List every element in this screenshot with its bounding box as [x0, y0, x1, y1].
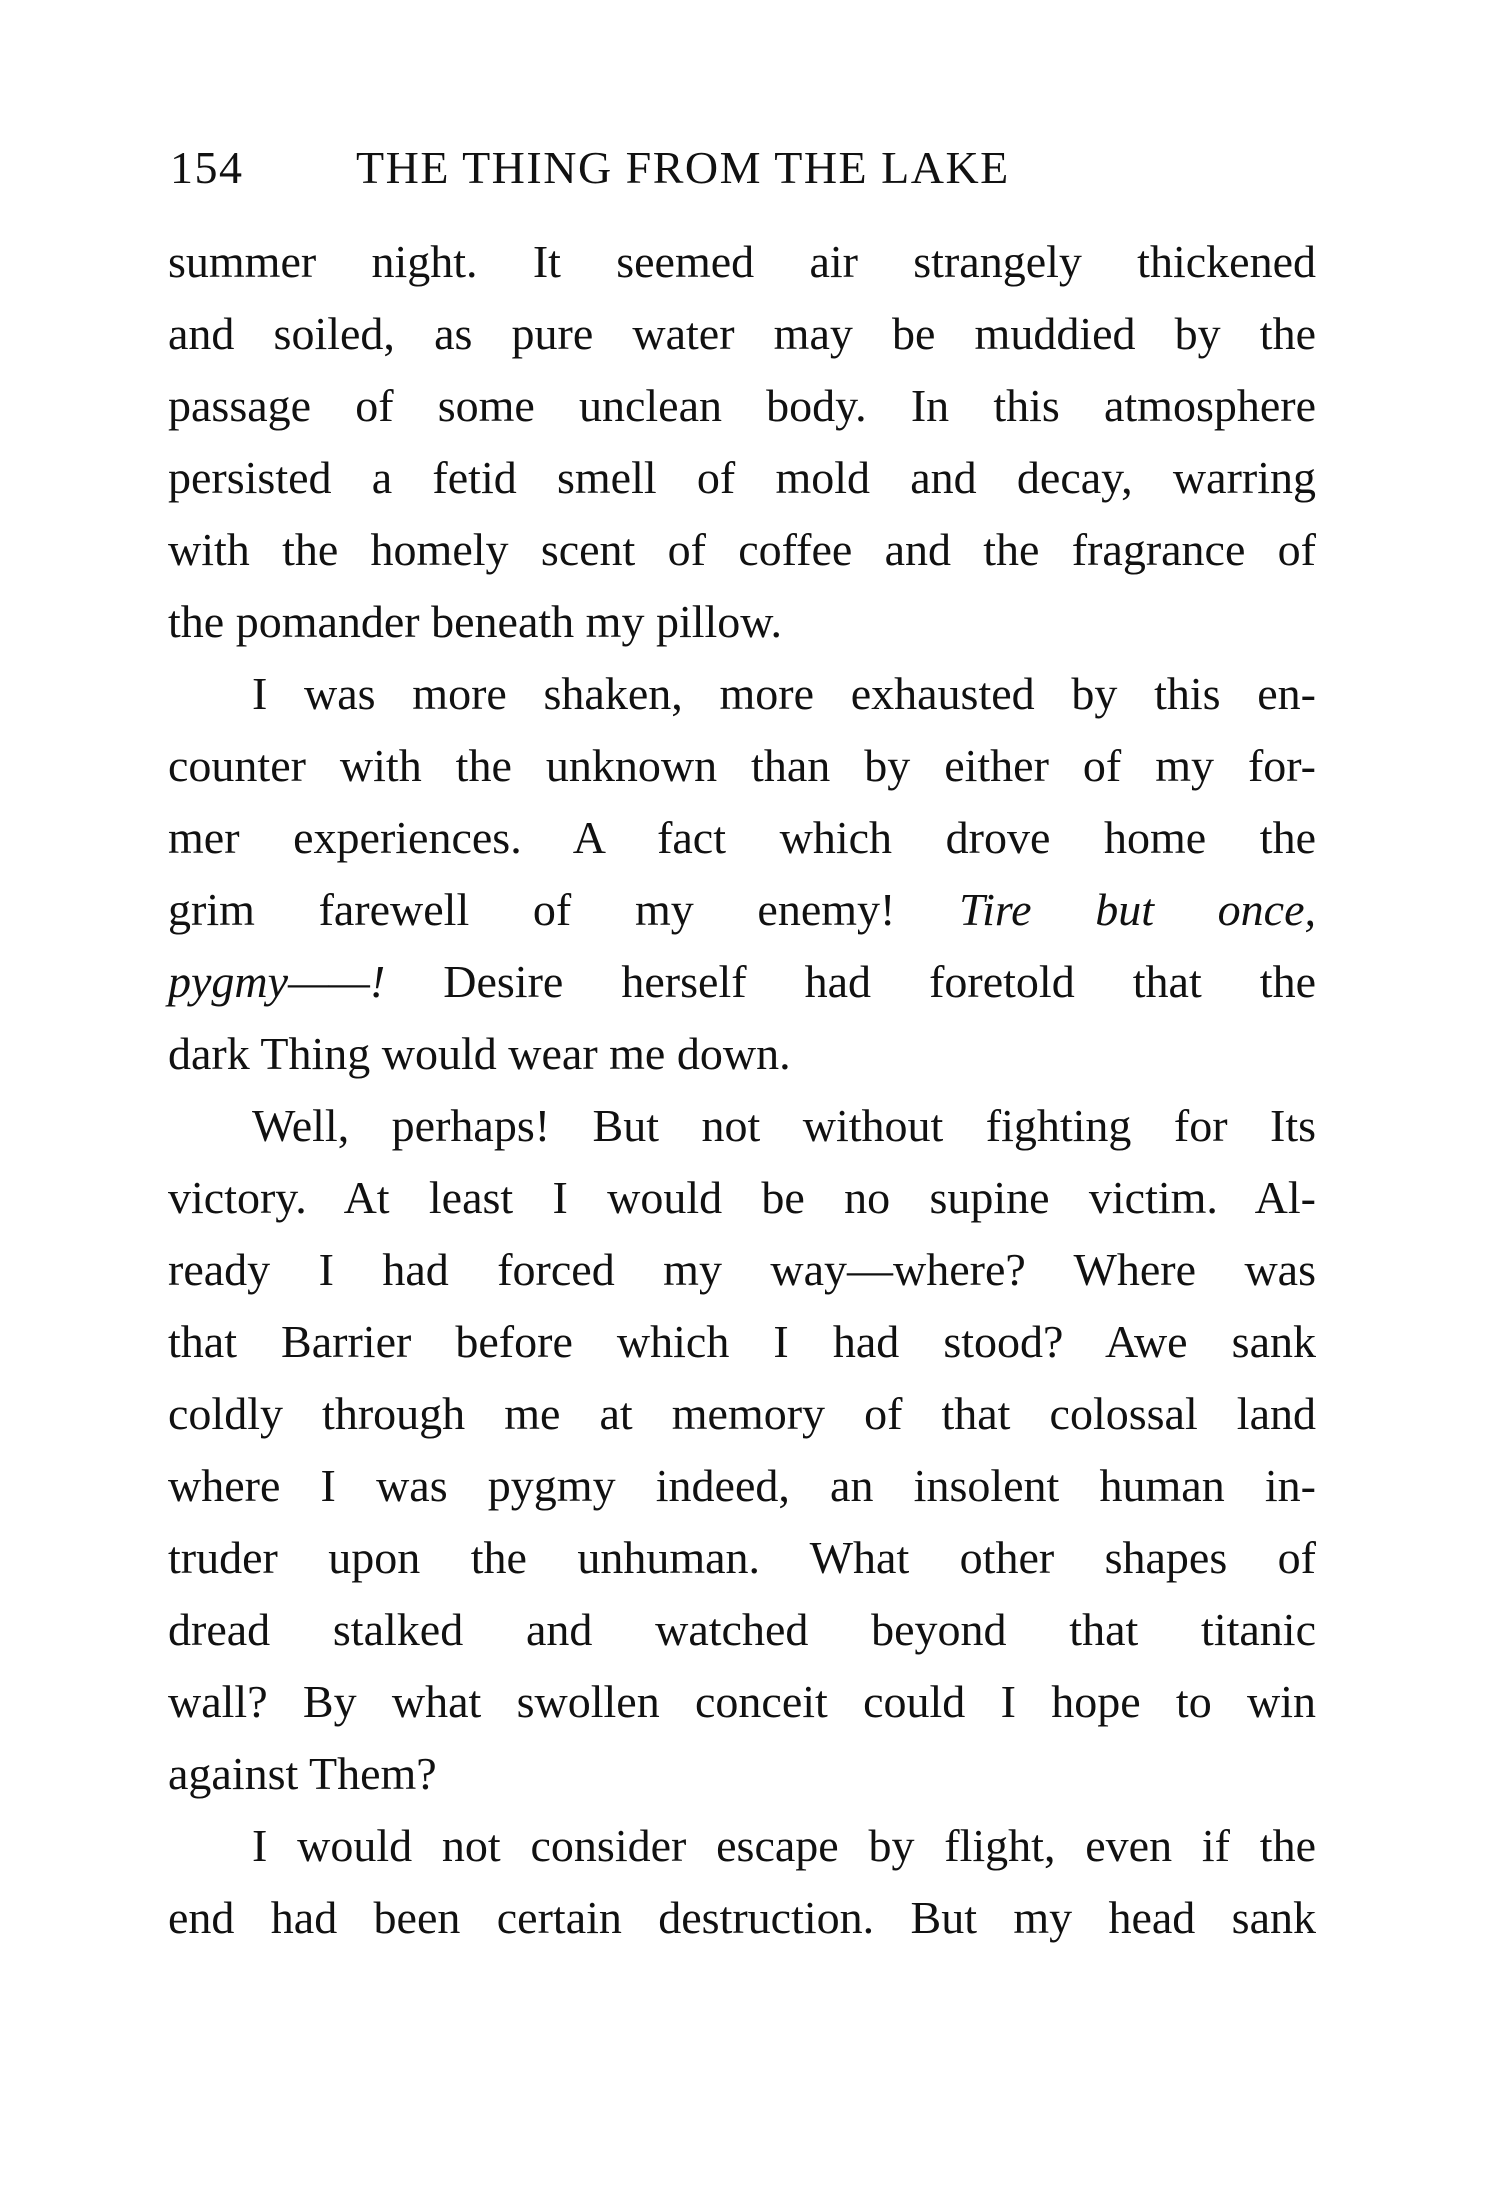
text-line: that Barrier before which I had stood? Awe sank: [168, 1316, 1316, 1367]
text-line: truder upon the unhuman. What other shapes of: [168, 1532, 1316, 1583]
italic-quote: pygmy——!: [168, 956, 386, 1007]
text-line: I would not consider escape by flight, even if the: [252, 1820, 1316, 1871]
text-line: the pomander beneath my pillow.: [168, 596, 783, 647]
text-line: [168, 946, 1316, 1018]
text-line: wall? By what swollen conceit could I hope to win: [168, 1676, 1316, 1727]
text-line: I was more shaken, more exhausted by this en-: [252, 668, 1316, 719]
page-number: 154: [170, 142, 244, 193]
text-line: end had been certain destruction. But my head sank: [168, 1892, 1316, 1943]
text-line: coldly through me at memory of that colossal land: [168, 1388, 1316, 1439]
text-fragment: grim farewell of my enemy!: [168, 884, 896, 935]
text-line: persisted a fetid smell of mold and decay, warring: [168, 452, 1316, 503]
text-line: dread stalked and watched beyond that titanic: [168, 1604, 1316, 1655]
text-line: summer night. It seemed air strangely thickened: [168, 236, 1316, 287]
text-line: victory. At least I would be no supine victim. Al-: [168, 1172, 1316, 1223]
page-header: [170, 138, 1330, 198]
text-line: dark Thing would wear me down.: [168, 1028, 791, 1079]
text-line: against Them?: [168, 1748, 437, 1799]
text-fragment: Desire herself had foretold that the: [443, 956, 1317, 1007]
text-line: and soiled, as pure water may be muddied by the: [168, 308, 1316, 359]
text-line: counter with the unknown than by either of my for-: [168, 740, 1316, 791]
text-line: [168, 874, 1316, 946]
running-title: THE THING FROM THE LAKE: [356, 142, 1010, 193]
text-line: Well, perhaps! But not without fighting for Its: [252, 1100, 1316, 1151]
text-line: ready I had forced my way—where? Where was: [168, 1244, 1316, 1295]
text-line: passage of some unclean body. In this atmosphere: [168, 380, 1316, 431]
text-line: with the homely scent of coffee and the fragrance of: [168, 524, 1316, 575]
text-line: mer experiences. A fact which drove home the: [168, 812, 1316, 863]
body-text: [168, 226, 1316, 1954]
text-line: where I was pygmy indeed, an insolent human in-: [168, 1460, 1316, 1511]
italic-quote: Tire but once,: [959, 884, 1317, 935]
